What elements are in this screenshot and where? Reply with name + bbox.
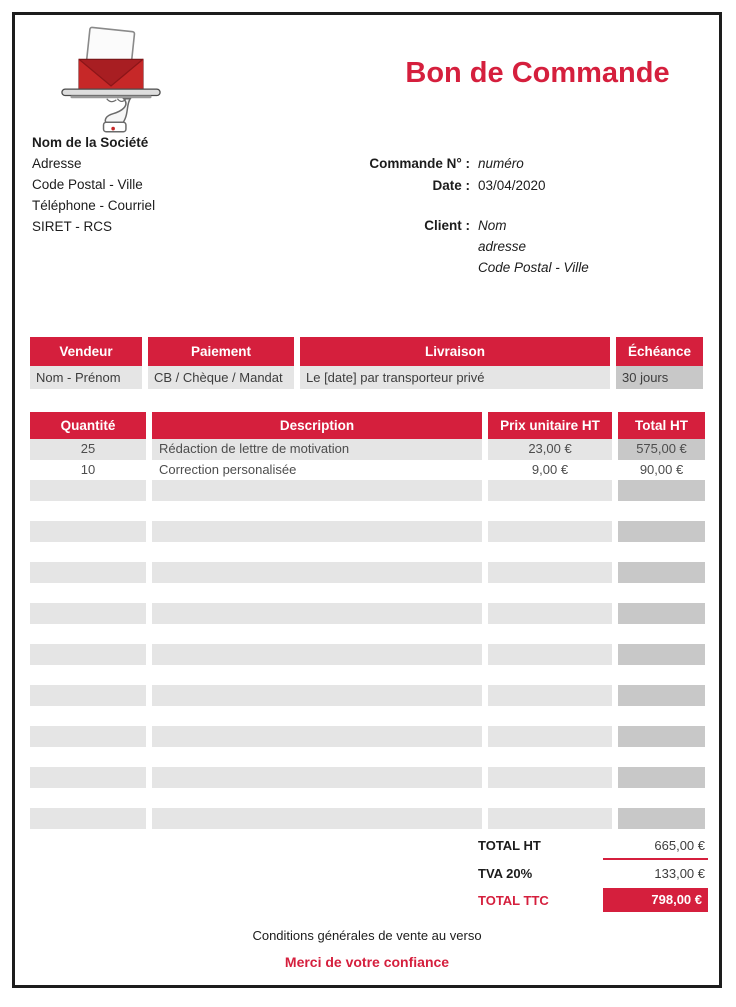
- table-cell-empty: [488, 480, 612, 501]
- table-row-empty: [30, 788, 708, 809]
- table-row-empty: [30, 685, 708, 706]
- envelope-on-tray-logo: [55, 23, 167, 135]
- table-cell-empty: [618, 788, 705, 809]
- company-name: Nom de la Société: [32, 135, 149, 150]
- table-row-empty: [30, 706, 708, 727]
- table-cell-empty: [488, 788, 612, 809]
- livraison-value: Le [date] par transporteur privé: [300, 366, 610, 389]
- table-row-empty: [30, 726, 708, 747]
- table-cell-empty: [30, 583, 146, 604]
- table-cell-empty: [488, 562, 612, 583]
- company-city: Code Postal - Ville: [32, 177, 143, 192]
- table-row-empty: [30, 808, 708, 829]
- table-cell-empty: [488, 603, 612, 624]
- table-cell-empty: [618, 562, 705, 583]
- items-table-header-row: [30, 412, 708, 439]
- table-row-empty: [30, 521, 708, 542]
- table-cell-empty: [152, 480, 482, 501]
- echeance-value: 30 jours: [616, 366, 703, 389]
- table-row-empty: [30, 480, 708, 501]
- order-form-page: [12, 12, 722, 988]
- table-cell-empty: [618, 521, 705, 542]
- total-ttc-value: 798,00 €: [603, 888, 708, 912]
- info-table-row: [30, 366, 708, 389]
- table-cell-empty: [488, 501, 612, 522]
- page-title: Bon de Commande: [405, 57, 670, 89]
- item-qty: 10: [80, 461, 96, 477]
- footer-conditions: Conditions générales de vente au verso: [252, 928, 482, 943]
- table-cell-empty: [152, 788, 482, 809]
- item-qty: 25: [30, 439, 146, 460]
- table-cell-empty: [30, 726, 146, 747]
- table-cell-empty: [30, 542, 146, 563]
- item-total: 90,00 €: [639, 461, 684, 477]
- table-cell-empty: [30, 808, 146, 829]
- table-cell-empty: [618, 480, 705, 501]
- client-label: Client :: [424, 218, 470, 233]
- totals-separator: [603, 858, 708, 860]
- item-total: 575,00 €: [618, 439, 705, 460]
- table-cell-empty: [618, 624, 705, 645]
- table-cell-empty: [618, 706, 705, 727]
- table-cell-empty: [152, 562, 482, 583]
- table-cell-empty: [618, 808, 705, 829]
- info-table: [30, 337, 708, 389]
- table-cell-empty: [152, 521, 482, 542]
- table-cell-empty: [152, 685, 482, 706]
- items-empty-rows: [30, 480, 708, 829]
- table-cell-empty: [152, 808, 482, 829]
- table-cell-empty: [30, 603, 146, 624]
- table-cell-empty: [152, 644, 482, 665]
- item-unit-price: 23,00 €: [488, 439, 612, 460]
- table-cell-empty: [618, 685, 705, 706]
- table-cell-empty: [30, 665, 146, 686]
- table-cell-empty: [30, 706, 146, 727]
- table-cell-empty: [152, 726, 482, 747]
- client-name: Nom: [478, 218, 507, 233]
- table-row-empty: [30, 624, 708, 645]
- item-unit-price: 9,00 €: [531, 461, 569, 477]
- table-cell-empty: [30, 747, 146, 768]
- items-table: [30, 412, 708, 829]
- table-row-empty: [30, 747, 708, 768]
- table-cell-empty: [152, 665, 482, 686]
- table-cell-empty: [152, 603, 482, 624]
- company-registration: SIRET - RCS: [32, 219, 113, 234]
- table-cell-empty: [30, 501, 146, 522]
- column-header-description: Description: [152, 412, 482, 439]
- table-cell-empty: [488, 644, 612, 665]
- table-cell-empty: [30, 521, 146, 542]
- table-row-empty: [30, 603, 708, 624]
- table-cell-empty: [618, 767, 705, 788]
- total-ttc-label: TOTAL TTC: [478, 893, 549, 908]
- table-row: [30, 460, 708, 481]
- table-cell-empty: [618, 665, 705, 686]
- total-ht-value: 665,00 €: [654, 838, 705, 853]
- column-header-livraison: Livraison: [300, 337, 610, 366]
- table-row: [30, 439, 708, 460]
- order-number-value: numéro: [478, 156, 524, 171]
- table-cell-empty: [152, 706, 482, 727]
- company-block: [32, 132, 155, 237]
- table-cell-empty: [488, 521, 612, 542]
- table-cell-empty: [30, 767, 146, 788]
- column-header-total-ht: Total HT: [618, 412, 705, 439]
- table-cell-empty: [618, 501, 705, 522]
- table-cell-empty: [488, 767, 612, 788]
- table-row-empty: [30, 583, 708, 604]
- table-cell-empty: [488, 583, 612, 604]
- table-cell-empty: [152, 542, 482, 563]
- table-cell-empty: [488, 665, 612, 686]
- column-header-vendeur: Vendeur: [30, 337, 142, 366]
- vendeur-value: Nom - Prénom: [30, 366, 142, 389]
- table-cell-empty: [152, 501, 482, 522]
- company-phone-email: Téléphone - Courriel: [32, 198, 156, 213]
- tva-value: 133,00 €: [654, 866, 705, 881]
- table-cell-empty: [30, 685, 146, 706]
- total-ht-label: TOTAL HT: [478, 838, 541, 853]
- order-date-label: Date :: [432, 178, 470, 193]
- tva-label: TVA 20%: [478, 866, 533, 881]
- company-address: Adresse: [32, 156, 82, 171]
- table-cell-empty: [152, 767, 482, 788]
- column-header-prix-unitaire: Prix unitaire HT: [488, 412, 612, 439]
- column-header-echeance: Échéance: [616, 337, 703, 366]
- table-row-empty: [30, 542, 708, 563]
- table-cell-empty: [488, 706, 612, 727]
- table-cell-empty: [30, 624, 146, 645]
- table-cell-empty: [488, 685, 612, 706]
- table-cell-empty: [488, 808, 612, 829]
- order-date-value: 03/04/2020: [478, 178, 546, 193]
- table-row-empty: [30, 665, 708, 686]
- table-cell-empty: [618, 644, 705, 665]
- table-cell-empty: [152, 583, 482, 604]
- table-row-empty: [30, 501, 708, 522]
- table-cell-empty: [488, 542, 612, 563]
- table-cell-empty: [30, 562, 146, 583]
- table-cell-empty: [618, 542, 705, 563]
- table-cell-empty: [618, 747, 705, 768]
- table-cell-empty: [152, 747, 482, 768]
- item-description: Rédaction de lettre de motivation: [152, 439, 482, 460]
- info-table-header-row: [30, 337, 708, 366]
- table-row-empty: [30, 562, 708, 583]
- table-row-empty: [30, 767, 708, 788]
- column-header-paiement: Paiement: [148, 337, 294, 366]
- table-cell-empty: [152, 624, 482, 645]
- table-cell-empty: [30, 480, 146, 501]
- footer-thanks: Merci de votre confiance: [284, 954, 450, 970]
- column-header-quantite: Quantité: [30, 412, 146, 439]
- client-city: Code Postal - Ville: [478, 260, 589, 275]
- table-row-empty: [30, 644, 708, 665]
- table-cell-empty: [30, 788, 146, 809]
- table-cell-empty: [30, 644, 146, 665]
- client-address: adresse: [478, 239, 527, 254]
- item-description: Correction personalisée: [159, 461, 297, 477]
- paiement-value: CB / Chèque / Mandat: [148, 366, 294, 389]
- table-cell-empty: [618, 726, 705, 747]
- order-number-label: Commande N° :: [369, 156, 470, 171]
- table-cell-empty: [488, 624, 612, 645]
- table-cell-empty: [488, 747, 612, 768]
- table-cell-empty: [618, 603, 705, 624]
- table-cell-empty: [618, 583, 705, 604]
- table-cell-empty: [488, 726, 612, 747]
